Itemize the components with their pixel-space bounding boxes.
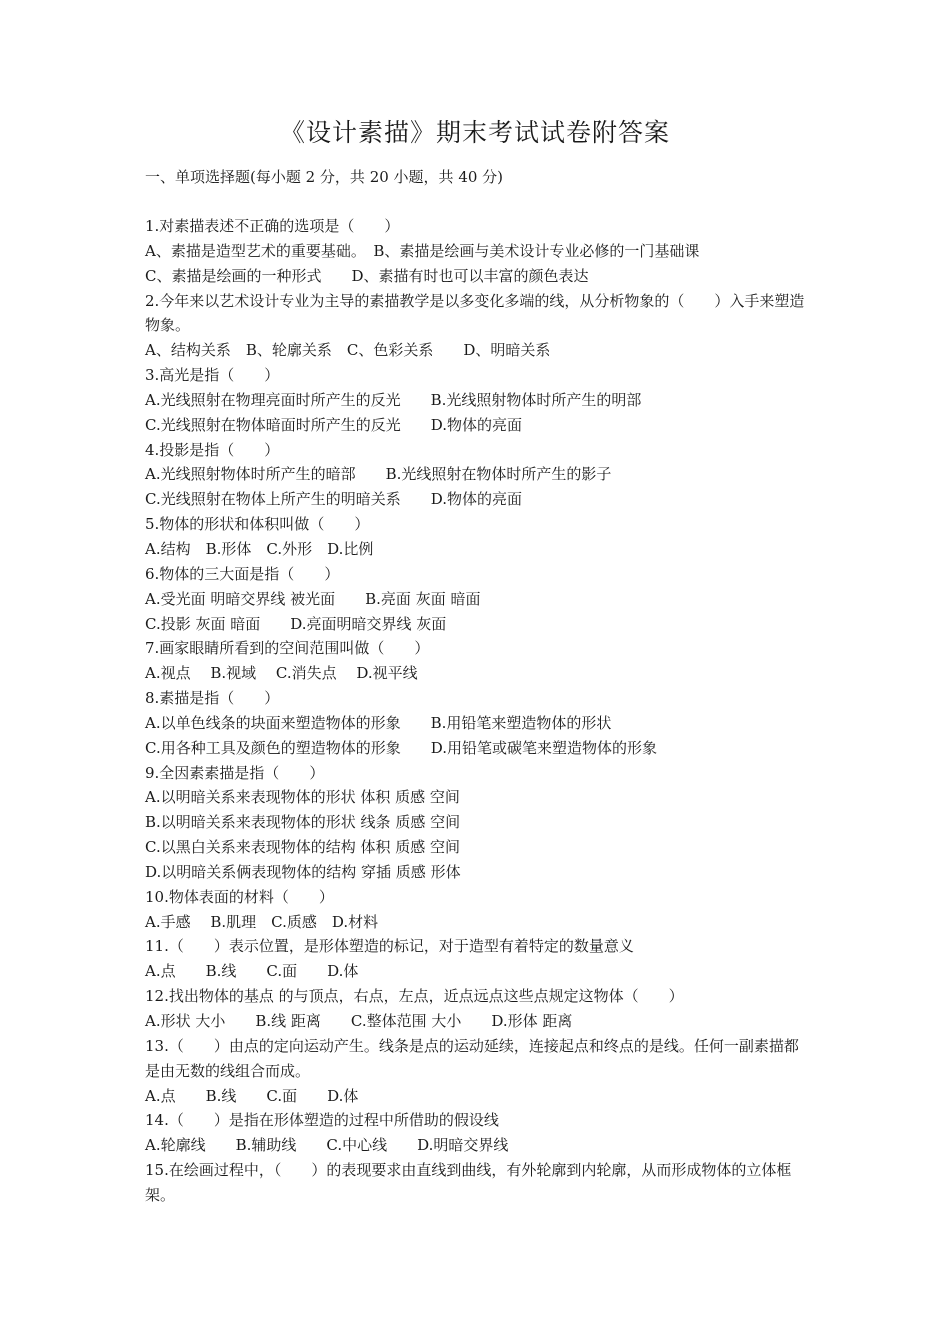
question-line: A.视点 B.视域 C.消失点 D.视平线 (145, 664, 418, 683)
question-line: 8.素描是指（ ） (145, 689, 280, 708)
question-line: 7.画家眼睛所看到的空间范围叫做（ ） (145, 639, 430, 658)
question-line: 14.（ ）是指在形体塑造的过程中所借助的假设线 (145, 1111, 499, 1130)
question-line: A.光线照射在物理亮面时所产生的反光 B.光线照射物体时所产生的明部 (145, 390, 642, 409)
question-line: 4.投影是指（ ） (145, 440, 280, 459)
question-line: A.点 B.线 C.面 D.体 (145, 1086, 359, 1105)
question-line: 13.（ ）由点的定向运动产生。线条是点的运动延续，连接起点和终点的是线。任何一副素描都是由无数的线组合而成。 (145, 1036, 799, 1080)
question-line: A.以单色线条的块面来塑造物体的形象 B.用铅笔来塑造物体的形状 (145, 713, 612, 732)
question-line: A.点 B.线 C.面 D.体 (145, 962, 359, 981)
question-line: D.以明暗关系俩表现物体的结构 穿插 质感 形体 (145, 862, 461, 881)
question-line: 5.物体的形状和体积叫做（ ） (145, 515, 370, 534)
question-line: C.投影 灰面 暗面 D.亮面明暗交界线 灰面 (145, 614, 447, 633)
page-title: 《设计素描》期末考试试卷附答案 (279, 118, 670, 147)
question-line: 10.物体表面的材料（ ） (145, 887, 334, 906)
question-line: A.光线照射物体时所产生的暗部 B.光线照射在物体时所产生的影子 (145, 465, 612, 484)
question-line: A、素描是造型艺术的重要基础。 B、素描是绘画与美术设计专业必修的一门基础课 (145, 241, 700, 260)
question-line: C.光线照射在物体上所产生的明暗关系 D.物体的亮面 (145, 490, 522, 509)
question-line: B.以明暗关系来表现物体的形状 线条 质感 空间 (145, 813, 461, 832)
question-line: 6.物体的三大面是指（ ） (145, 564, 340, 583)
question-line: 1.对素描表述不正确的选项是（ ） (145, 217, 400, 235)
question-line: 15.在绘画过程中，（ ）的表现要求由直线到曲线，有外轮廓到内轮廓，从而形成物体的立体框架。 (145, 1161, 792, 1204)
question-line: C.以黑白关系来表现物体的结构 体积 质感 空间 (145, 838, 461, 857)
question-line: 12.找出物体的基点 的与顶点，右点，左点，近点远点这些点规定这物体（ ） (145, 987, 684, 1006)
question-line: A.受光面 明暗交界线 被光面 B.亮面 灰面 暗面 (145, 589, 481, 608)
question-line: 2.今年来以艺术设计专业为主导的素描教学是以多变化多端的线，从分析物象的（ ）入手来塑造物象。 (145, 291, 805, 335)
question-list (145, 214, 810, 1208)
question-line: A.形状 大小 B.线 距离 C.整体范围 大小 D.形体 距离 (145, 1012, 573, 1030)
question-line: C、素描是绘画的一种形式 D、素描有时也可以丰富的颜色表达 (145, 266, 589, 285)
question-line: C.光线照射在物体暗面时所产生的反光 D.物体的亮面 (145, 415, 522, 434)
question-line: 3.高光是指（ ） (145, 366, 280, 385)
question-line: A.结构 B.形体 C.外形 D.比例 (145, 539, 374, 558)
question-line: A.轮廓线 B.辅助线 C.中心线 D.明暗交界线 (145, 1136, 509, 1155)
section-heading: 一、单项选择题(每小题 2 分，共 20 小题，共 40 分) (145, 168, 504, 186)
question-line: A、结构关系 B、轮廓关系 C、色彩关系 D、明暗关系 (145, 341, 551, 360)
question-line: A.以明暗关系来表现物体的形状 体积 质感 空间 (145, 788, 460, 807)
question-line: A.手感 B.肌理 C.质感 D.材料 (145, 912, 379, 931)
question-line: 11.（ ）表示位置，是形体塑造的标记，对于造型有着特定的数量意义 (145, 937, 634, 956)
question-line: 9.全因素素描是指（ ） (145, 763, 325, 782)
question-line: C.用各种工具及颜色的塑造物体的形象 D.用铅笔或碳笔来塑造物体的形象 (145, 738, 657, 757)
